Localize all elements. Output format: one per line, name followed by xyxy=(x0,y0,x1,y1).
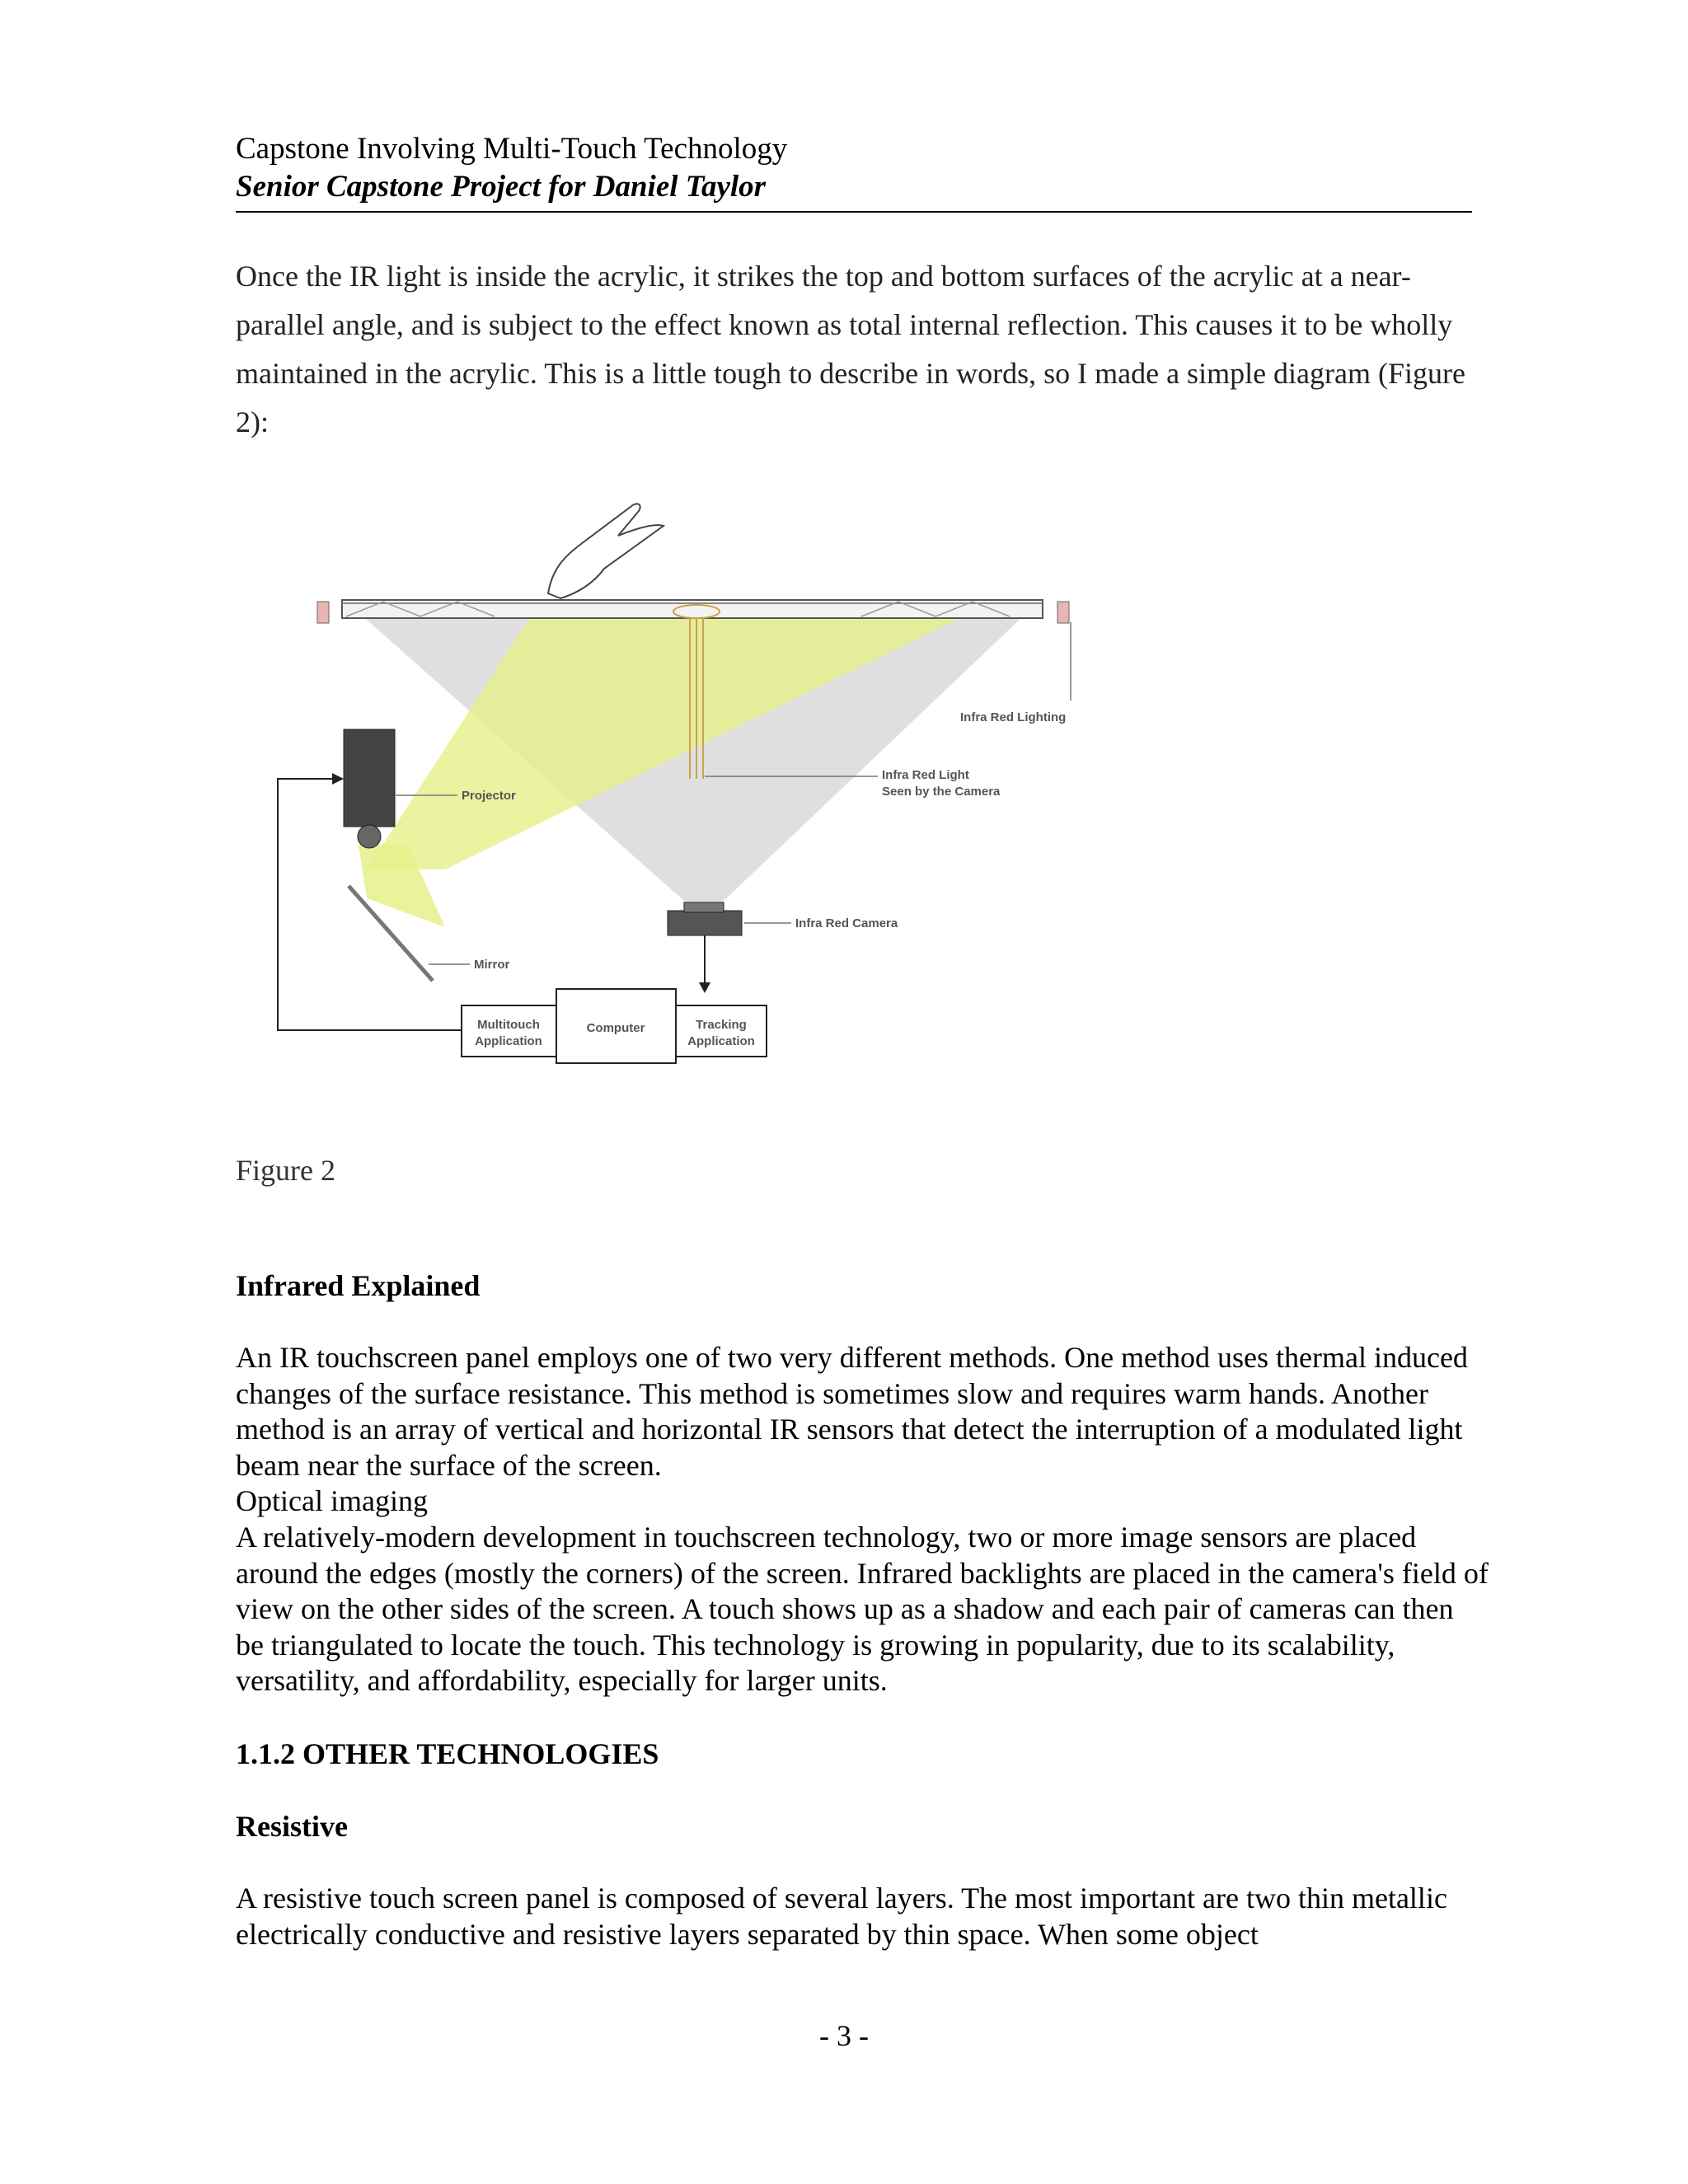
page-number: - 3 - xyxy=(819,2019,869,2052)
figure-2-diagram xyxy=(268,478,1121,1084)
label-ir-camera: Infra Red Camera xyxy=(795,916,898,930)
heading-resistive: Resistive xyxy=(236,1810,348,1843)
intro-paragraph: Once the IR light is inside the acrylic, it strikes the top and bottom surfaces of the acrylic at a near-parallel angle, and is subject to the effect known as total internal reflection. This causes it to be wholly maintained in the acrylic. This is a little tough to describe in words, so I made a simple diagram (Figure 2): xyxy=(236,260,1465,438)
tracking-label-1: Tracking xyxy=(696,1018,747,1032)
heading-other-technologies: 1.1.2 OTHER TECHNOLOGIES xyxy=(236,1737,659,1770)
label-projector: Projector xyxy=(462,789,516,803)
paragraph-resistive: A resistive touch screen panel is composed of several layers. The most important are two thin metallic electrically conductive and resistive layers separated by thin space. When some object xyxy=(236,1882,1447,1951)
computer-label: Computer xyxy=(586,1021,645,1035)
multitouch-label-2: Application xyxy=(475,1034,542,1048)
ir-led-left xyxy=(317,602,329,623)
figure-caption: Figure 2 xyxy=(236,1154,335,1187)
ir-led-right xyxy=(1057,602,1069,623)
header-subtitle: Senior Capstone Project for Daniel Taylor xyxy=(236,170,767,204)
heading-infrared-explained: Infrared Explained xyxy=(236,1269,481,1302)
label-ir-lighting: Infra Red Lighting xyxy=(960,710,1067,724)
projector-body xyxy=(344,729,395,827)
header-title: Capstone Involving Multi-Touch Technology xyxy=(236,132,788,166)
paragraph-infrared: An IR touchscreen panel employs one of two very different methods. One method uses thermal induced changes of the surface resistance. This method is sometimes slow and requires warm hands. Another method is an array of vertical and horizontal IR sensors that detect the interruption of a modulated light beam near the surface of the screen. xyxy=(236,1341,1468,1482)
multitouch-label-1: Multitouch xyxy=(477,1018,540,1032)
paragraph-optical-imaging: A relatively-modern development in touchscreen technology, two or more image sensors are placed around the edges (mostly the corners) of the screen. Infrared backlights are placed in the camera's field of view on the other sides of the screen. A touch shows up as a shadow and each pair of cameras can then be triangulated to locate the touch. This technology is growing in popularity, due to its scalability, versatility, and affordability, especially for larger units. xyxy=(236,1521,1489,1697)
finger-illustration xyxy=(548,504,663,598)
subheading-optical-imaging: Optical imaging xyxy=(236,1484,428,1517)
tracking-label-2: Application xyxy=(687,1034,755,1048)
label-mirror: Mirror xyxy=(474,958,510,972)
label-ir-light-seen-2: Seen by the Camera xyxy=(882,785,1001,799)
projector-lens xyxy=(358,825,381,848)
page-header xyxy=(236,130,1472,213)
ir-camera-body xyxy=(668,911,742,935)
label-ir-light-seen-1: Infra Red Light xyxy=(882,768,969,782)
